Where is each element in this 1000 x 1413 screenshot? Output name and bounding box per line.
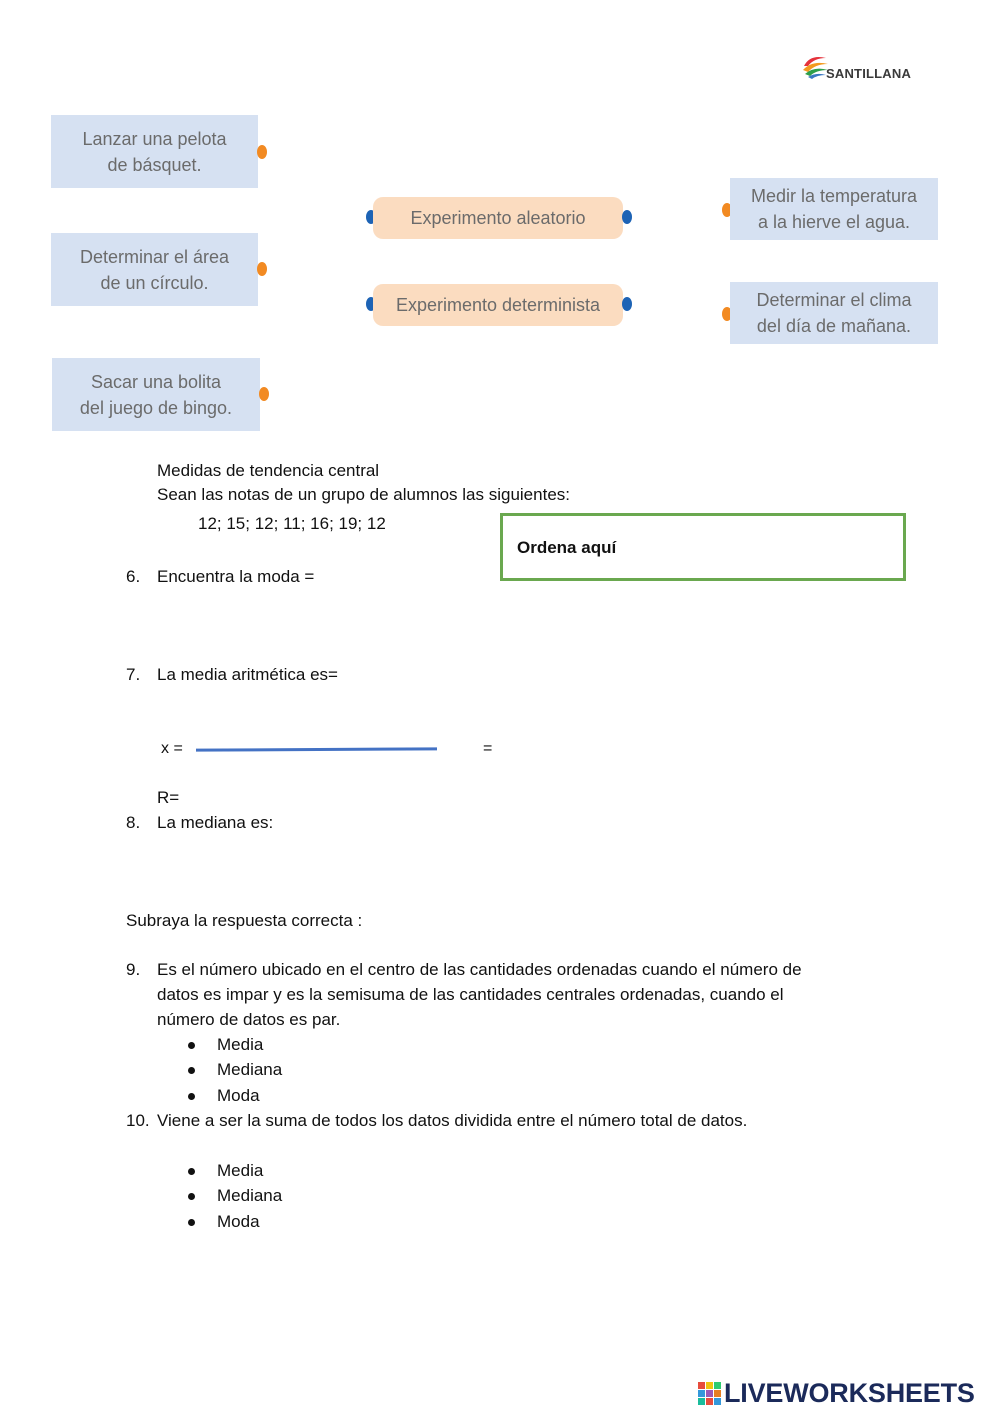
- pill-determinista-label: Experimento determinista: [395, 294, 601, 315]
- q9-option-1-bullet: [188, 1042, 195, 1049]
- q9-line-1: Es el número ubicado en el centro de las cantidades ordenadas cuando el número de: [157, 960, 802, 979]
- q10-number: 10.: [126, 1111, 150, 1130]
- formula-x-label: x =: [161, 740, 183, 757]
- q9-number: 9.: [126, 960, 141, 979]
- right-card-2-label: Determinar el clima del día de mañana.: [756, 290, 912, 336]
- order-answer-box[interactable]: [500, 513, 906, 581]
- q10-option-mediana[interactable]: Mediana: [217, 1186, 283, 1205]
- pill-experimento-determinista[interactable]: [373, 284, 623, 326]
- pill-aleatorio-right-connector[interactable]: [622, 210, 632, 224]
- pill-aleatorio-label: Experimento aleatorio: [410, 207, 586, 228]
- left-card-3[interactable]: [52, 358, 260, 431]
- pill-experimento-aleatorio[interactable]: [373, 197, 623, 239]
- left-card-3-connector[interactable]: [259, 387, 269, 401]
- santillana-logo-text: SANTILLANA: [826, 66, 912, 81]
- q10-option-3-bullet: [188, 1219, 195, 1226]
- q9-line-3: número de datos es par.: [157, 1010, 341, 1029]
- liveworksheets-logo-text: LIVEWORKSHEETS: [724, 1378, 975, 1408]
- q6-text: Encuentra la moda =: [157, 567, 315, 586]
- section-title: Medidas de tendencia central: [157, 461, 380, 480]
- data-values: 12; 15; 12; 11; 16; 19; 12: [198, 514, 386, 533]
- q10-option-media[interactable]: Media: [217, 1161, 264, 1180]
- left-card-3-label: Sacar una bolita del juego de bingo.: [79, 371, 233, 418]
- order-box-label: Ordena aquí: [517, 538, 617, 557]
- fraction-line: [196, 747, 437, 751]
- q7-text: La media aritmética es=: [157, 665, 338, 684]
- answer-r-label: R=: [157, 788, 180, 807]
- q7-number: 7.: [126, 665, 141, 684]
- pill-determinista-right-connector[interactable]: [622, 297, 632, 311]
- liveworksheets-logo-icon: [698, 1382, 722, 1406]
- q8-text: La mediana es:: [157, 813, 274, 832]
- santillana-logo: [800, 52, 930, 86]
- q9-line-2: datos es impar y es la semisuma de las cantidades centrales ordenadas, cuando el: [157, 985, 784, 1004]
- left-card-2[interactable]: [51, 233, 258, 306]
- q8-number: 8.: [126, 813, 141, 832]
- underline-instruction: Subraya la respuesta correcta :: [126, 911, 363, 930]
- left-card-2-label: Determinar el área de un círculo.: [79, 246, 230, 293]
- left-card-1-label: Lanzar una pelota de básquet.: [82, 128, 227, 175]
- q10-option-moda[interactable]: Moda: [217, 1212, 260, 1231]
- right-card-1[interactable]: [730, 178, 938, 240]
- right-card-2[interactable]: [730, 282, 938, 344]
- formula-equals: =: [483, 740, 493, 757]
- q10-option-1-bullet: [188, 1168, 195, 1175]
- q9-option-3-bullet: [188, 1093, 195, 1100]
- q6-number: 6.: [126, 567, 141, 586]
- left-card-1-connector[interactable]: [257, 145, 267, 159]
- q10-text: Viene a ser la suma de todos los datos dividida entre el número total de datos.: [157, 1111, 748, 1130]
- q9-option-2-bullet: [188, 1067, 195, 1074]
- left-card-1[interactable]: [51, 115, 258, 188]
- q9-option-mediana[interactable]: Mediana: [217, 1060, 283, 1079]
- section-intro: Sean las notas de un grupo de alumnos las siguientes:: [157, 485, 570, 504]
- q9-option-media[interactable]: Media: [217, 1035, 264, 1054]
- q9-option-moda[interactable]: Moda: [217, 1086, 260, 1105]
- q10-option-2-bullet: [188, 1193, 195, 1200]
- left-card-2-connector[interactable]: [257, 262, 267, 276]
- right-card-1-label: Medir la temperatura a la hierve el agua.: [750, 186, 918, 232]
